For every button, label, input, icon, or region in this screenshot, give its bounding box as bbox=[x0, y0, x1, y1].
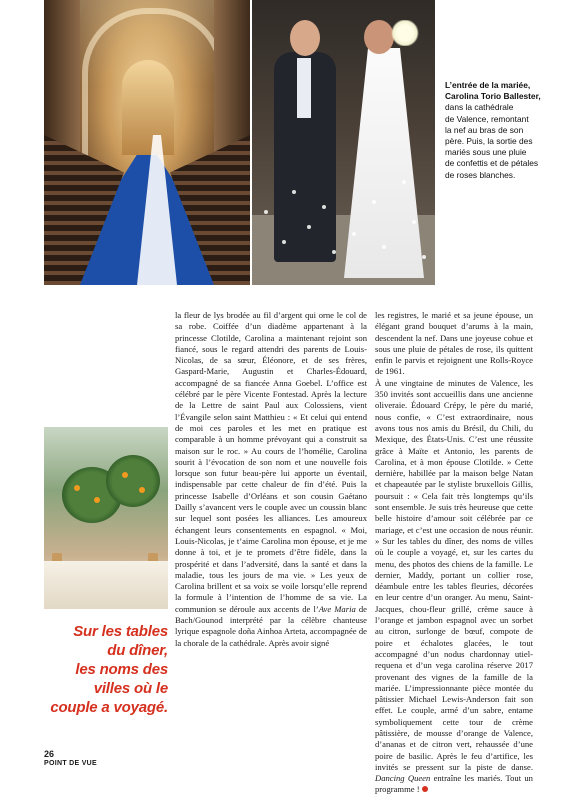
end-of-article-mark bbox=[422, 786, 428, 792]
work-title: Ave Maria bbox=[318, 603, 356, 614]
pull-quote bbox=[44, 622, 168, 717]
caption-line: père. Puis, la sortie des bbox=[445, 136, 533, 147]
page-number: 26 bbox=[44, 749, 55, 759]
article-paragraph: les registres, le marié et sa jeune épouse, un élégant grand bouquet d’arums à la main, descendent la nef. Dans une joyeuse cohue et sous une pluie de pétales de rose, ils quittent enfin le parvis et rejoignent une Rolls-Royce de 1961. bbox=[375, 310, 533, 377]
caption-line: de confettis et de pétales bbox=[445, 158, 539, 169]
article-paragraph bbox=[175, 310, 367, 649]
caption-line: Carolina Torio Ballester, bbox=[445, 91, 541, 102]
confetti-petal bbox=[422, 255, 426, 259]
pull-quote-line: les noms des bbox=[75, 661, 168, 678]
magazine-name: POINT DE VUE bbox=[44, 760, 97, 767]
article-paragraph bbox=[375, 378, 533, 796]
cathedral-photo bbox=[44, 0, 250, 285]
caption-line: de roses blanches. bbox=[445, 169, 516, 180]
confetti-petal bbox=[332, 250, 336, 254]
confetti-petal bbox=[282, 240, 286, 244]
page-folio bbox=[44, 749, 97, 768]
confetti-petal bbox=[352, 232, 356, 236]
confetti-petal bbox=[322, 205, 326, 209]
caption-line: dans la cathédrale bbox=[445, 102, 514, 113]
song-title: Dancing Queen bbox=[375, 773, 431, 784]
caption-line: L’entrée de la mariée, bbox=[445, 80, 531, 90]
pull-quote-line: villes où le bbox=[93, 680, 168, 697]
article-text: À une vingtaine de minutes de Valence, les 350 invités sont accueillis dans une ancienne oliveraie. Édouard Crépy, le père du marié, nous confie, « C’est extraordinaire, nous avons tous nos amis du Brésil, du Chili, du Mexique, des États-Unis. C’est une réussite grâce à Maïte et Antonio, les parents de Carolina, et à mon épouse Clotilde. » Cette dernière, habillée par la maison belge Natan et chapeautée par le styliste bruxellois Gillis, poursuit : « Cela fait très longtemps qu’ils sont ensemble. Je suis très heureuse que cette belle histoire d’amour soit célébrée par ce mariage, et c’est une occasion de nous réunir. » Sur les tables du dîner, des noms de villes où le couple a voyagé, et, sur les cartes du menu, des photos des chiens de la famille. Le dernier, Maddy, portant un collier rose, déambule entre les tables fleuries, décorées en leur centre d’un oranger. Au menu, Saint-Jacques, chou-fleur grillé, crème sauce à l’orange et jambon espagnol avec un sorbet au citron, surlonge de bœuf, compote de poire et échalotes glacées, le tout accompagné d’un nodus chardonnay utiel-requena et d’un vega carolina réserve 2017 provenant des vignes de la famille de la mariée. L’impressionnante pièce montée du pâtissier Michael Lewis-Anderson fait son effet. Le couple, armé d’un sabre, entame symboliquement cette tour de crème pâtissière, de mousse d’orange de Valence, d’ananas et de citron vert, rehaussée d’une poire de basilic. Après le feu d’artifice, les invités se pressent sur la piste de danse. bbox=[375, 377, 533, 772]
confetti-petal bbox=[382, 245, 386, 249]
confetti-petal bbox=[264, 210, 268, 214]
article-column-right bbox=[375, 310, 533, 796]
confetti-petal bbox=[292, 190, 296, 194]
caption-line: la nef au bras de son bbox=[445, 124, 524, 135]
photo-caption bbox=[445, 80, 545, 181]
confetti-petal bbox=[412, 220, 416, 224]
pull-quote-line: couple a voyagé. bbox=[50, 699, 168, 716]
confetti-petal bbox=[402, 180, 406, 184]
pull-quote-line: Sur les tables bbox=[73, 623, 168, 640]
article-column-left bbox=[175, 310, 367, 649]
pull-quote-line: du dîner, bbox=[107, 642, 168, 659]
article-text: de Bach/Gounod interprété par la célèbre chanteuse lyrique espagnole doña Ainhoa Arteta, accompagnée de la chorale de la cathédrale. Après avoir signé bbox=[175, 603, 367, 648]
couple-photo bbox=[252, 0, 435, 285]
caption-line: mariés sous une pluie bbox=[445, 147, 527, 158]
caption-line: de Valence, remontant bbox=[445, 113, 529, 124]
article-text: la fleur de lys brodée au fil d’argent qui orne le col de sa robe. Coiffée d’un diadème appartenant à la princesse Clotilde, Carolina a maintenant rejoint son fiancé, sous le regard attendri des parents de Louis-Nicolas, de sa sœur, Éléonore, et de ses frères, Gaspard-Marie, Augustin et Charles-Édouard, accompagné de sa fiancée Anna Goebel. L’office est célébré par le père Vicente Fontestad. Après la lecture de la Lettre de saint Paul aux Colossiens, vient l’Évangile selon saint Matthieu : « Et celui qui entend de moi ces paroles et les met en pratique est comparable à un homme prévoyant qui a construit sa maison sur le roc. » Au cours de l’homélie, Carolina sourit à l’évocation de son nom et une nouvelle fois lorsque son futur beau-père lui apporte un éventail, indispensable par cette chaleur de fin d’été. Puis la princesse Isabelle d’Orléans et son cousin Gaétano Dailly s’avancent vers le couple avec un coussin blanc sur lequel sont posées les alliances. Les amoureux échangent leurs consentements en espagnol. « Moi, Louis-Nicolas, je t’aime Carolina mon épouse, et je me donne à toi, et je te promets d’être fidèle, dans la prospérité et dans l’adversité, dans la santé et dans la maladie, tous les jours de ma vie. » Les yeux de Carolina brillent et sa voix se voile lorsqu’elle reprend la formule à l’intention de l’homme de sa vie. La communion se déroule aux accents de l’ bbox=[175, 310, 367, 614]
dinner-table-photo bbox=[44, 427, 168, 609]
confetti-petal bbox=[307, 225, 311, 229]
article-text: entraîne les mariés. Tout un programme ! bbox=[375, 773, 533, 795]
confetti-petal bbox=[372, 200, 376, 204]
